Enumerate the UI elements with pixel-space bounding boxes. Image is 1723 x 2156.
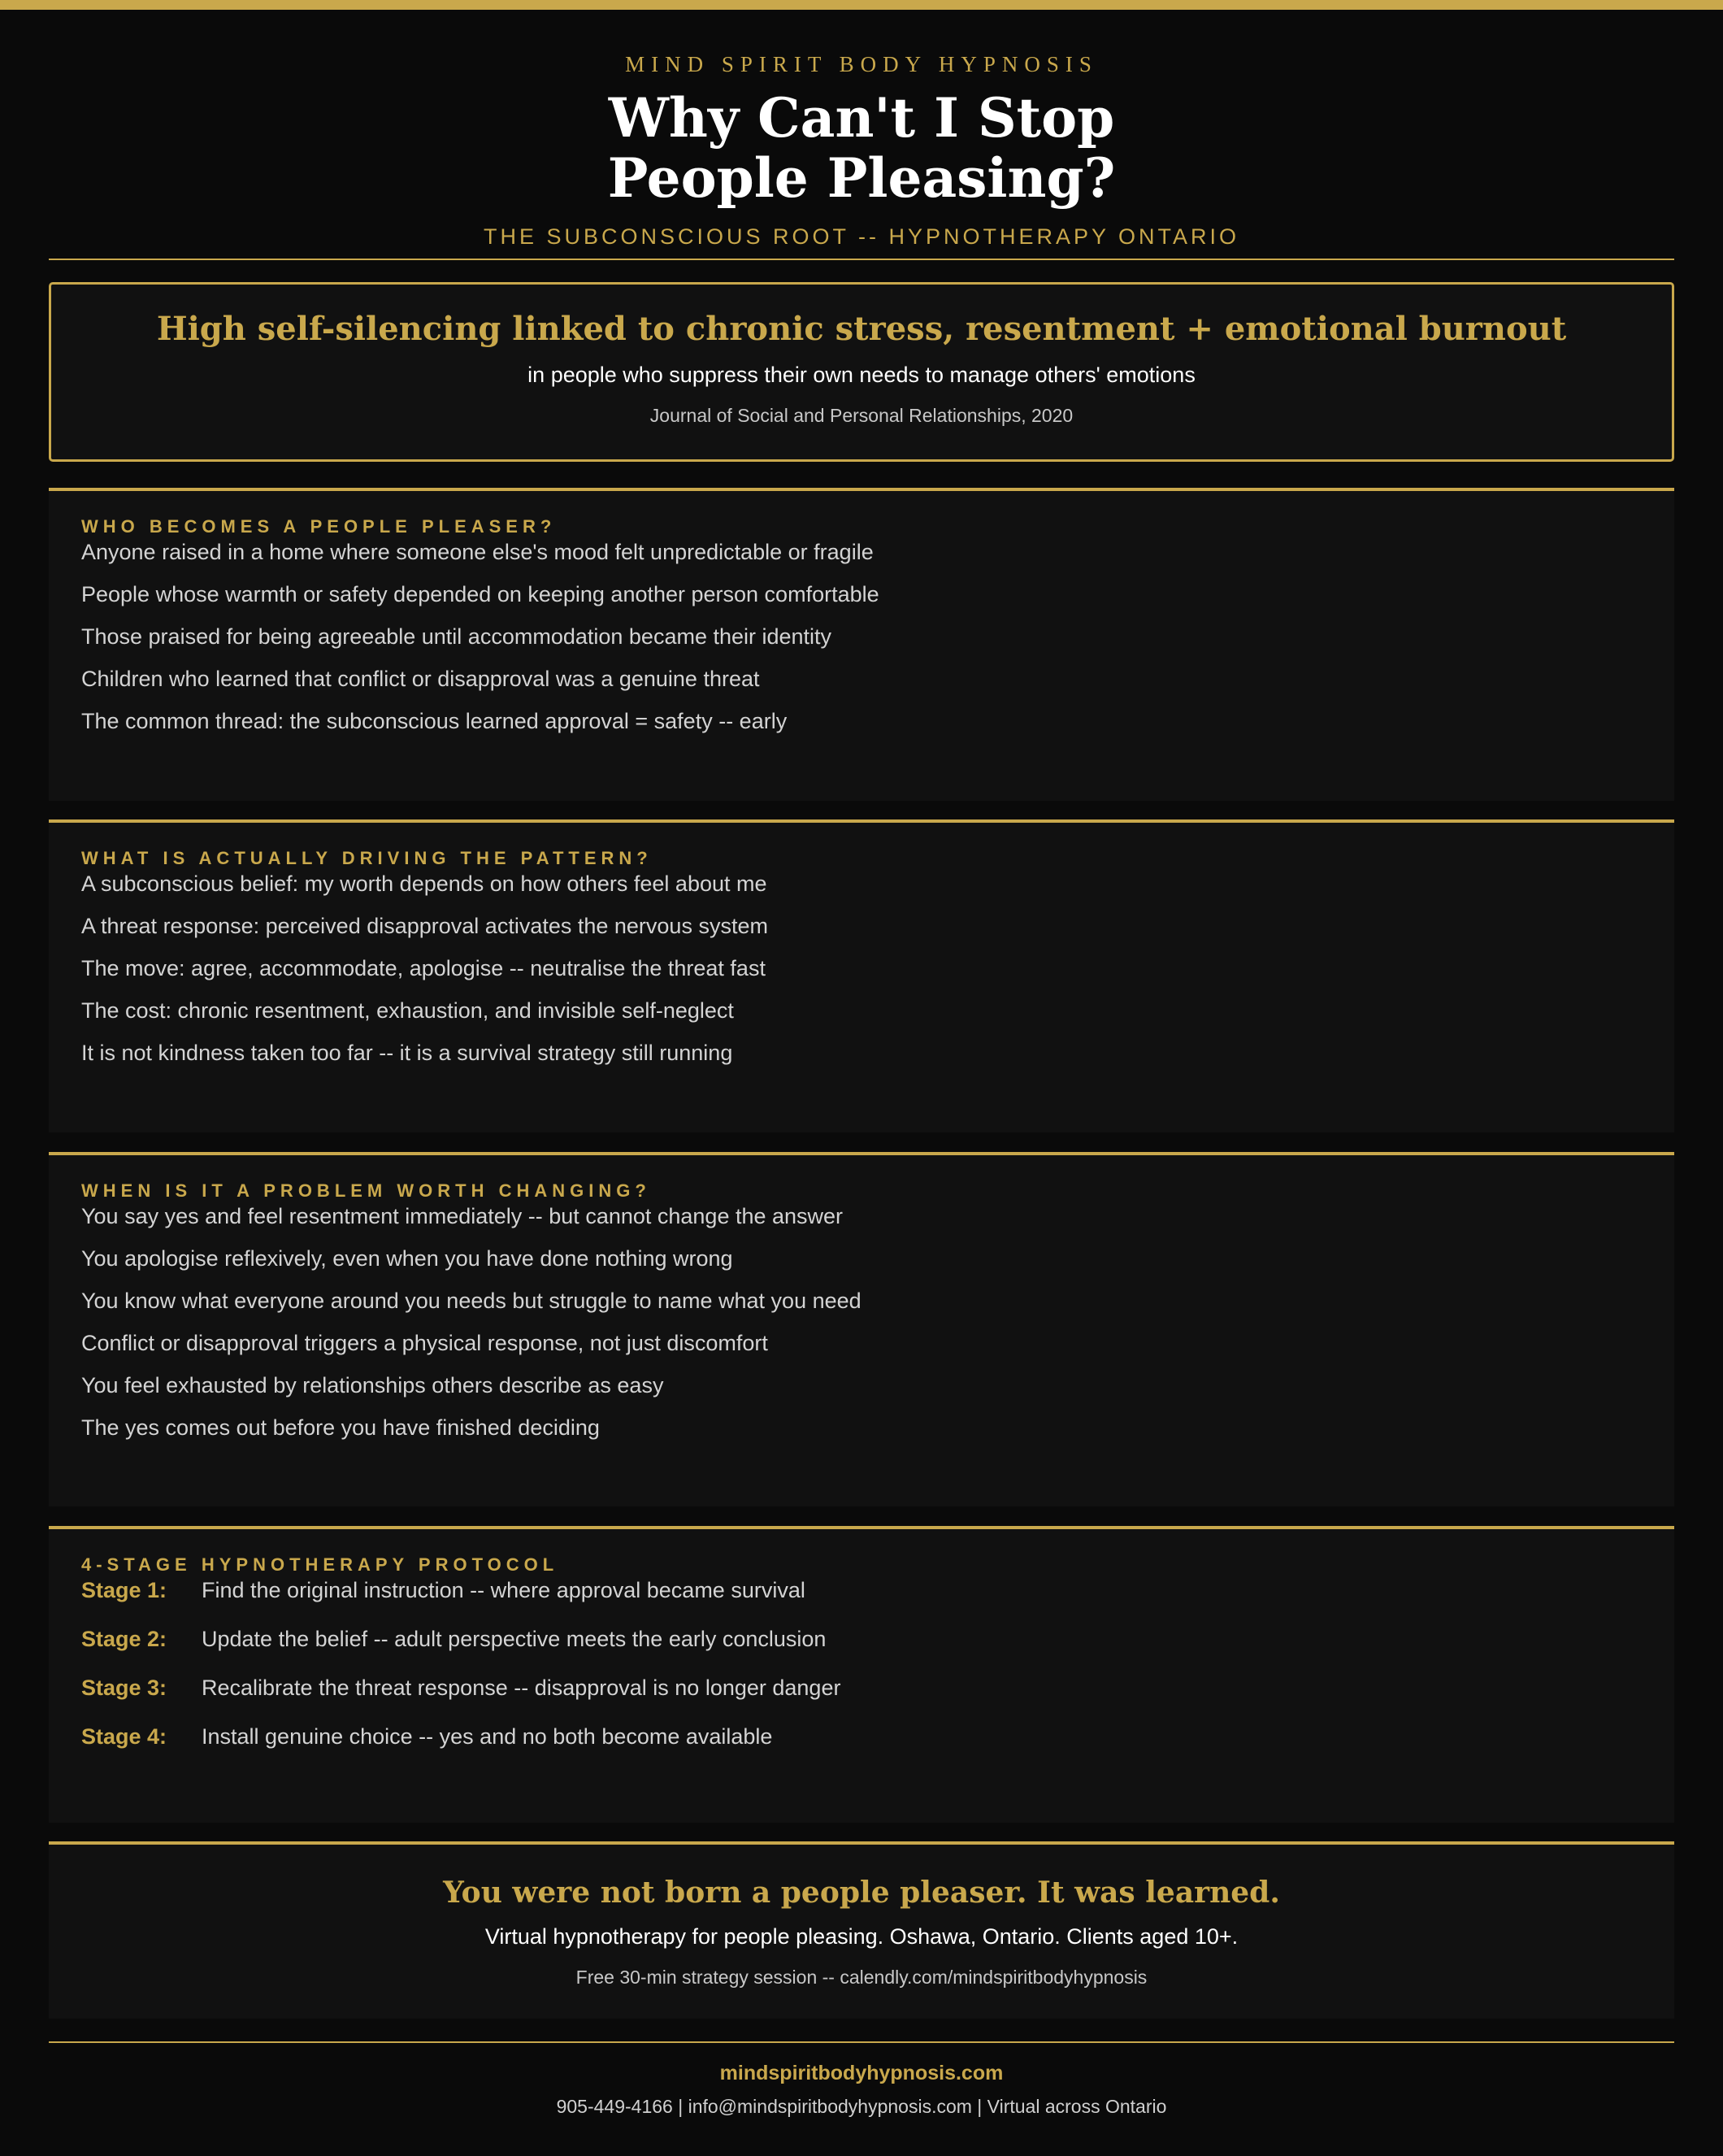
- stage-text: Find the original instruction -- where approval became survival: [202, 1578, 805, 1602]
- list-item: You say yes and feel resentment immediately -- but cannot change the answer: [81, 1204, 844, 1228]
- research-stat-box: [49, 282, 1674, 462]
- list-item: Those praised for being agreeable until accommodation became their identity: [81, 624, 832, 649]
- page-header: [0, 50, 1723, 250]
- list-item: You apologise reflexively, even when you have done nothing wrong: [81, 1246, 733, 1271]
- list-item: Anyone raised in a home where someone else's mood felt unpredictable or fragile: [81, 540, 874, 564]
- stage-label: Stage 4:: [81, 1724, 167, 1749]
- list-item: People whose warmth or safety depended on keeping another person comfortable: [81, 582, 879, 606]
- page-footer: [0, 2060, 1723, 2119]
- list-item: You know what everyone around you needs but struggle to name what you need: [81, 1289, 862, 1313]
- title-line-1: Why Can't I Stop: [608, 86, 1115, 150]
- cta-subline: Virtual hypnotherapy for people pleasing. Oshawa, Ontario. Clients aged 10+.: [484, 1924, 1239, 1949]
- title-line-2: People Pleasing?: [607, 146, 1116, 210]
- footer-divider: [49, 2041, 1674, 2043]
- section-who: [49, 488, 1674, 801]
- list-item: A subconscious belief: my worth depends on how others feel about me: [81, 872, 767, 896]
- stage-text: Recalibrate the threat response -- disapproval is no longer danger: [202, 1676, 841, 1700]
- list-item: A threat response: perceived disapproval activates the nervous system: [81, 914, 768, 938]
- call-to-action-box: [49, 1841, 1674, 2019]
- section-heading: 4-STAGE HYPNOTHERAPY PROTOCOL: [81, 1554, 559, 1575]
- stat-headline: High self-silencing linked to chronic stress, resentment + emotional burnout: [156, 310, 1567, 348]
- page-title: [0, 88, 1723, 208]
- list-item: Children who learned that conflict or disapproval was a genuine threat: [81, 667, 760, 691]
- cta-booking-link[interactable]: Free 30-min strategy session -- calendly.com/mindspiritbodyhypnosis: [575, 1967, 1148, 1988]
- protocol-stage-3: [81, 1674, 1674, 1702]
- section-heading: WHEN IS IT A PROBLEM WORTH CHANGING?: [81, 1180, 651, 1201]
- stage-label: Stage 3:: [81, 1676, 167, 1700]
- stage-label: Stage 2:: [81, 1627, 167, 1651]
- footer-website-link[interactable]: mindspiritbodyhypnosis.com: [719, 2062, 1004, 2084]
- brand-name: MIND SPIRIT BODY HYPNOSIS: [625, 52, 1098, 76]
- list-item: The yes comes out before you have finished deciding: [81, 1415, 600, 1440]
- section-what: [49, 819, 1674, 1132]
- list-item: The cost: chronic resentment, exhaustion, and invisible self-neglect: [81, 998, 734, 1023]
- list-item: The move: agree, accommodate, apologise -- neutralise the threat fast: [81, 956, 766, 980]
- protocol-stage-4: [81, 1723, 1674, 1750]
- protocol-stage-1: [81, 1576, 1674, 1604]
- list-item: It is not kindness taken too far -- it is a survival strategy still running: [81, 1041, 733, 1065]
- page-subtitle: THE SUBCONSCIOUS ROOT -- HYPNOTHERAPY ONTARIO: [483, 224, 1240, 249]
- stat-subline: in people who suppress their own needs to manage others' emotions: [527, 363, 1196, 387]
- header-divider: [49, 259, 1674, 260]
- footer-contact: 905-449-4166 | info@mindspiritbodyhypnosis.com | Virtual across Ontario: [556, 2096, 1167, 2117]
- stat-source: Journal of Social and Personal Relationships, 2020: [649, 405, 1074, 426]
- stage-label: Stage 1:: [81, 1578, 167, 1602]
- list-item: Conflict or disapproval triggers a physical response, not just discomfort: [81, 1331, 768, 1355]
- stage-text: Install genuine choice -- yes and no both become available: [202, 1724, 773, 1749]
- section-heading: WHO BECOMES A PEOPLE PLEASER?: [81, 516, 557, 537]
- section-heading: WHAT IS ACTUALLY DRIVING THE PATTERN?: [81, 848, 653, 868]
- section-protocol: [49, 1526, 1674, 1823]
- list-item: You feel exhausted by relationships others describe as easy: [81, 1373, 664, 1397]
- section-when: [49, 1152, 1674, 1506]
- cta-headline: You were not born a people pleaser. It was learned.: [443, 1876, 1280, 1910]
- top-accent-bar: [0, 0, 1723, 10]
- list-item: The common thread: the subconscious learned approval = safety -- early: [81, 709, 788, 733]
- protocol-stage-2: [81, 1625, 1674, 1653]
- stage-text: Update the belief -- adult perspective meets the early conclusion: [202, 1627, 827, 1651]
